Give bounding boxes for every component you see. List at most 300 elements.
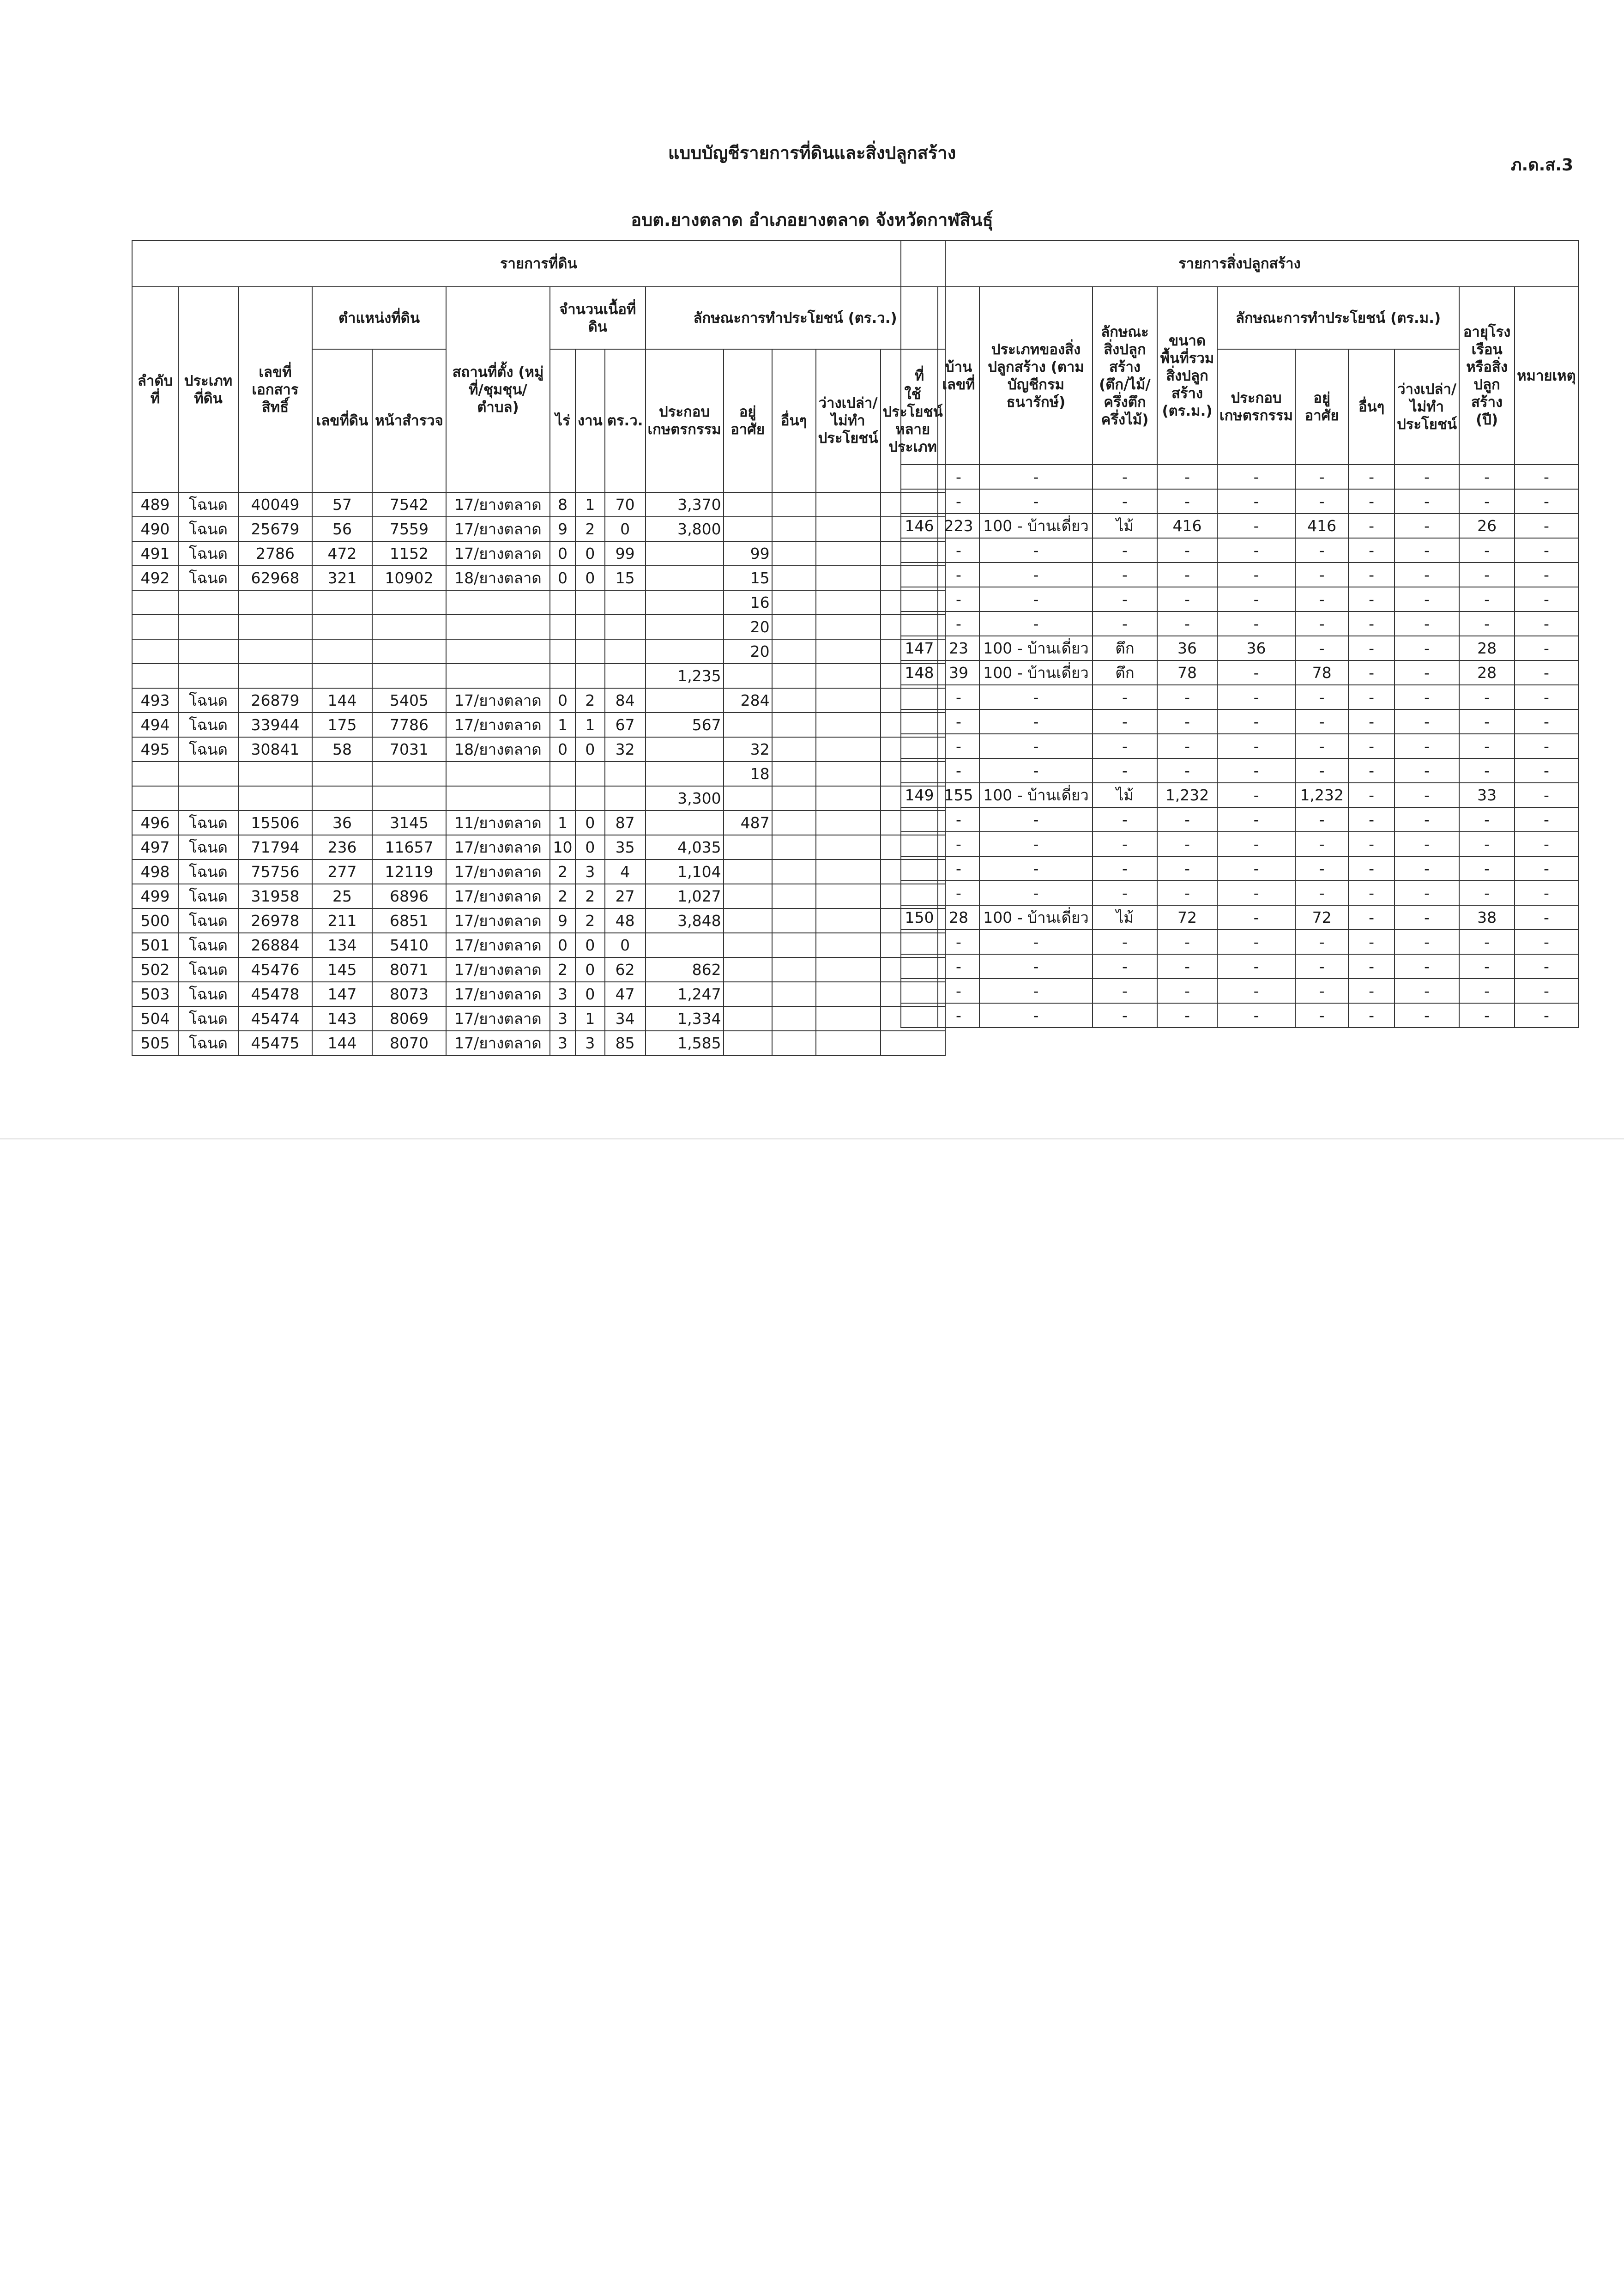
land-cell-ngan: 2 <box>575 688 605 713</box>
building-cell-area: - <box>1157 563 1217 587</box>
building-cell-resid: - <box>1295 1003 1348 1028</box>
building-cell-btype: - <box>979 685 1093 709</box>
land-cell-seq: 491 <box>132 541 178 566</box>
building-cell-vacant: - <box>1395 881 1459 905</box>
land-cell-vacant <box>816 957 881 982</box>
land-table <box>132 240 946 1056</box>
land-cell-ngan <box>575 639 605 664</box>
building-cell-agri: - <box>1217 611 1295 636</box>
land-cell-wa: 70 <box>605 492 646 517</box>
land-cell-other <box>772 492 816 517</box>
building-cell-area: - <box>1157 881 1217 905</box>
building-cell-btype: - <box>979 465 1093 489</box>
land-cell-land-no: 145 <box>312 957 372 982</box>
building-cell-remark: - <box>1515 807 1578 832</box>
building-cell-mat: ตึก <box>1093 636 1157 660</box>
land-row <box>132 1006 945 1031</box>
land-cell-land-no <box>312 639 372 664</box>
building-cell-agri: - <box>1217 856 1295 881</box>
land-row <box>132 590 945 615</box>
land-cell-seq: 500 <box>132 908 178 933</box>
land-cell-type <box>178 590 238 615</box>
land-cell-resid: 18 <box>724 762 772 786</box>
building-cell-age: 28 <box>1459 636 1515 660</box>
land-cell-agri: 3,300 <box>646 786 724 811</box>
building-cell-area: - <box>1157 954 1217 979</box>
land-cell-wa <box>605 615 646 639</box>
land-cell-loc <box>446 786 550 811</box>
building-cell-age: - <box>1459 954 1515 979</box>
building-table <box>900 240 1579 1028</box>
land-cell-rai: 2 <box>550 884 575 908</box>
building-cell-seq <box>901 954 938 979</box>
building-cell-area: 72 <box>1157 905 1217 930</box>
building-cell-vacant: - <box>1395 734 1459 758</box>
land-cell-resid <box>724 982 772 1006</box>
land-cell-other <box>772 688 816 713</box>
building-cell-seq <box>901 979 938 1003</box>
land-row <box>132 713 945 737</box>
land-cell-rai <box>550 590 575 615</box>
land-cell-doc <box>238 786 312 811</box>
building-cell-mat: ไม้ <box>1093 514 1157 538</box>
land-cell-type: โฉนด <box>178 541 238 566</box>
land-row <box>132 492 945 517</box>
building-cell-resid: - <box>1295 734 1348 758</box>
land-cell-agri: 3,800 <box>646 517 724 541</box>
land-cell-vacant <box>816 1006 881 1031</box>
building-row <box>901 734 1578 758</box>
building-cell-house: - <box>938 881 979 905</box>
building-row <box>901 611 1578 636</box>
building-cell-agri: - <box>1217 514 1295 538</box>
land-cell-other <box>772 811 816 835</box>
building-cell-age: 28 <box>1459 660 1515 685</box>
land-cell-survey: 5410 <box>372 933 446 957</box>
land-cell-loc: 17/ยางตลาด <box>446 492 550 517</box>
land-cell-resid <box>724 859 772 884</box>
building-cell-agri: - <box>1217 905 1295 930</box>
building-cell-agri: 36 <box>1217 636 1295 660</box>
building-cell-age: - <box>1459 758 1515 783</box>
b-col-resid: อยู่อาศัย <box>1295 349 1348 465</box>
land-cell-land-no <box>312 590 372 615</box>
land-cell-seq: 490 <box>132 517 178 541</box>
b-col-use-group: ลักษณะการทำประโยชน์ (ตร.ม.) <box>1217 287 1459 349</box>
building-cell-resid: - <box>1295 758 1348 783</box>
building-cell-other: - <box>1348 954 1395 979</box>
land-cell-vacant <box>816 1031 881 1055</box>
building-cell-age: - <box>1459 807 1515 832</box>
land-cell-seq <box>132 615 178 639</box>
building-cell-remark: - <box>1515 611 1578 636</box>
building-cell-agri: - <box>1217 783 1295 807</box>
building-row <box>901 685 1578 709</box>
building-cell-btype: - <box>979 734 1093 758</box>
land-cell-type: โฉนด <box>178 688 238 713</box>
building-cell-seq <box>901 832 938 856</box>
building-cell-mat: - <box>1093 856 1157 881</box>
building-cell-age: - <box>1459 709 1515 734</box>
building-cell-area: 78 <box>1157 660 1217 685</box>
building-row <box>901 832 1578 856</box>
land-cell-wa: 35 <box>605 835 646 859</box>
land-cell-survey: 12119 <box>372 859 446 884</box>
land-cell-vacant <box>816 664 881 688</box>
land-cell-ngan: 0 <box>575 982 605 1006</box>
building-cell-resid: - <box>1295 856 1348 881</box>
land-cell-survey <box>372 639 446 664</box>
land-cell-wa: 34 <box>605 1006 646 1031</box>
land-cell-doc: 25679 <box>238 517 312 541</box>
building-cell-mat: ไม้ <box>1093 905 1157 930</box>
building-cell-age: - <box>1459 832 1515 856</box>
building-cell-other: - <box>1348 709 1395 734</box>
building-cell-age: 33 <box>1459 783 1515 807</box>
building-cell-btype: - <box>979 930 1093 954</box>
land-cell-ngan: 0 <box>575 566 605 590</box>
building-cell-area: - <box>1157 709 1217 734</box>
building-cell-age: - <box>1459 538 1515 563</box>
land-cell-other <box>772 664 816 688</box>
land-cell-other <box>772 982 816 1006</box>
land-cell-ngan: 1 <box>575 713 605 737</box>
land-cell-type: โฉนด <box>178 737 238 762</box>
building-cell-seq: 147 <box>901 636 938 660</box>
land-cell-land-no: 472 <box>312 541 372 566</box>
land-cell-agri <box>646 639 724 664</box>
land-cell-type: โฉนด <box>178 811 238 835</box>
land-cell-type: โฉนด <box>178 566 238 590</box>
land-row <box>132 859 945 884</box>
land-cell-wa: 62 <box>605 957 646 982</box>
land-cell-doc: 40049 <box>238 492 312 517</box>
building-cell-other: - <box>1348 489 1395 514</box>
land-cell-other <box>772 957 816 982</box>
land-cell-vacant <box>816 639 881 664</box>
land-cell-rai: 2 <box>550 957 575 982</box>
building-row <box>901 881 1578 905</box>
building-cell-mat: - <box>1093 709 1157 734</box>
land-cell-resid <box>724 713 772 737</box>
building-cell-mat: - <box>1093 538 1157 563</box>
building-cell-mat: - <box>1093 685 1157 709</box>
land-cell-other <box>772 590 816 615</box>
land-cell-doc: 71794 <box>238 835 312 859</box>
building-cell-other: - <box>1348 685 1395 709</box>
land-cell-ngan: 3 <box>575 859 605 884</box>
building-cell-seq <box>901 881 938 905</box>
land-cell-loc: 18/ยางตลาด <box>446 737 550 762</box>
land-cell-agri: 1,027 <box>646 884 724 908</box>
building-cell-house: - <box>938 685 979 709</box>
building-cell-area: - <box>1157 758 1217 783</box>
land-cell-other <box>772 786 816 811</box>
building-cell-other: - <box>1348 979 1395 1003</box>
land-cell-rai: 0 <box>550 933 575 957</box>
building-cell-seq <box>901 611 938 636</box>
building-cell-vacant: - <box>1395 832 1459 856</box>
land-cell-resid: 20 <box>724 615 772 639</box>
land-cell-ngan: 2 <box>575 908 605 933</box>
building-cell-agri: - <box>1217 832 1295 856</box>
land-row <box>132 639 945 664</box>
land-cell-resid: 32 <box>724 737 772 762</box>
building-cell-age: - <box>1459 734 1515 758</box>
b-col-agri: ประกอบเกษตรกรรม <box>1217 349 1295 465</box>
land-cell-ngan: 0 <box>575 811 605 835</box>
land-cell-doc: 75756 <box>238 859 312 884</box>
document-title: แบบบัญชีรายการที่ดินและสิ่งปลูกสร้าง <box>668 143 956 163</box>
b-col-floor-area: ขนาดพื้นที่รวมสิ่งปลูกสร้าง (ตร.ม.) <box>1157 287 1217 465</box>
land-cell-doc <box>238 639 312 664</box>
land-cell-agri <box>646 762 724 786</box>
land-cell-survey: 7542 <box>372 492 446 517</box>
building-cell-house: - <box>938 856 979 881</box>
land-cell-land-no: 144 <box>312 688 372 713</box>
building-cell-resid: - <box>1295 685 1348 709</box>
land-cell-wa: 84 <box>605 688 646 713</box>
building-cell-other: - <box>1348 611 1395 636</box>
land-cell-seq: 503 <box>132 982 178 1006</box>
land-cell-rai: 2 <box>550 859 575 884</box>
building-cell-remark: - <box>1515 563 1578 587</box>
building-row <box>901 465 1578 489</box>
building-cell-remark: - <box>1515 930 1578 954</box>
land-cell-ngan: 3 <box>575 1031 605 1055</box>
land-cell-other <box>772 639 816 664</box>
land-cell-resid: 16 <box>724 590 772 615</box>
land-cell-rai: 0 <box>550 541 575 566</box>
land-cell-seq <box>132 786 178 811</box>
land-cell-wa: 67 <box>605 713 646 737</box>
land-cell-wa: 87 <box>605 811 646 835</box>
land-cell-vacant <box>816 884 881 908</box>
building-cell-vacant: - <box>1395 783 1459 807</box>
land-cell-doc: 62968 <box>238 566 312 590</box>
land-cell-ngan <box>575 590 605 615</box>
land-cell-loc: 17/ยางตลาด <box>446 884 550 908</box>
land-cell-agri: 3,848 <box>646 908 724 933</box>
land-row <box>132 982 945 1006</box>
col-multi: ใช้ประโยชน์หลายประเภท <box>881 349 945 492</box>
land-cell-wa: 99 <box>605 541 646 566</box>
land-row <box>132 1031 945 1055</box>
building-cell-other: - <box>1348 587 1395 611</box>
building-cell-other: - <box>1348 660 1395 685</box>
land-cell-survey: 11657 <box>372 835 446 859</box>
land-cell-survey: 3145 <box>372 811 446 835</box>
building-cell-btype: - <box>979 1003 1093 1028</box>
building-cell-remark: - <box>1515 587 1578 611</box>
building-cell-remark: - <box>1515 660 1578 685</box>
building-cell-mat: - <box>1093 954 1157 979</box>
building-cell-agri: - <box>1217 465 1295 489</box>
land-cell-land-no <box>312 615 372 639</box>
building-cell-house: 223 <box>938 514 979 538</box>
building-cell-mat: - <box>1093 807 1157 832</box>
building-cell-mat: - <box>1093 979 1157 1003</box>
land-cell-wa: 32 <box>605 737 646 762</box>
land-cell-loc: 17/ยางตลาด <box>446 859 550 884</box>
land-cell-rai: 9 <box>550 908 575 933</box>
land-cell-loc: 17/ยางตลาด <box>446 908 550 933</box>
land-cell-wa <box>605 762 646 786</box>
building-cell-house: - <box>938 709 979 734</box>
building-cell-area: - <box>1157 734 1217 758</box>
col-seq: ลำดับที่ <box>132 287 178 492</box>
land-cell-ngan: 0 <box>575 933 605 957</box>
building-cell-area: - <box>1157 685 1217 709</box>
building-cell-btype: - <box>979 709 1093 734</box>
building-cell-remark: - <box>1515 954 1578 979</box>
land-cell-ngan <box>575 615 605 639</box>
land-cell-other <box>772 908 816 933</box>
land-cell-vacant <box>816 786 881 811</box>
land-cell-vacant <box>816 859 881 884</box>
land-cell-resid <box>724 957 772 982</box>
land-cell-agri: 1,334 <box>646 1006 724 1031</box>
land-cell-rai <box>550 615 575 639</box>
land-cell-land-no: 321 <box>312 566 372 590</box>
building-cell-age: - <box>1459 489 1515 514</box>
land-cell-resid <box>724 1031 772 1055</box>
building-cell-agri: - <box>1217 758 1295 783</box>
building-cell-house: - <box>938 538 979 563</box>
land-cell-type: โฉนด <box>178 982 238 1006</box>
land-row <box>132 762 945 786</box>
building-cell-other: - <box>1348 807 1395 832</box>
col-land-no: เลขที่ดิน <box>312 349 372 492</box>
land-cell-multi <box>881 1031 945 1055</box>
land-cell-doc: 31958 <box>238 884 312 908</box>
building-row <box>901 758 1578 783</box>
building-cell-house: - <box>938 807 979 832</box>
building-cell-vacant: - <box>1395 905 1459 930</box>
building-cell-agri: - <box>1217 489 1295 514</box>
building-table-body <box>901 465 1578 1028</box>
col-survey-page: หน้าสำรวจ <box>372 349 446 492</box>
land-cell-other <box>772 1031 816 1055</box>
building-cell-agri: - <box>1217 660 1295 685</box>
land-cell-agri <box>646 688 724 713</box>
building-cell-btype: - <box>979 832 1093 856</box>
building-cell-btype: - <box>979 538 1093 563</box>
building-cell-age: 26 <box>1459 514 1515 538</box>
building-cell-btype: - <box>979 979 1093 1003</box>
building-cell-age: - <box>1459 611 1515 636</box>
land-cell-land-no: 58 <box>312 737 372 762</box>
building-cell-remark: - <box>1515 881 1578 905</box>
land-cell-vacant <box>816 590 881 615</box>
building-cell-seq: 146 <box>901 514 938 538</box>
building-cell-seq <box>901 734 938 758</box>
land-cell-other <box>772 933 816 957</box>
land-cell-vacant <box>816 835 881 859</box>
building-cell-remark: - <box>1515 685 1578 709</box>
building-cell-agri: - <box>1217 563 1295 587</box>
building-cell-other: - <box>1348 758 1395 783</box>
land-cell-agri: 1,247 <box>646 982 724 1006</box>
land-cell-ngan: 2 <box>575 884 605 908</box>
building-cell-seq: 148 <box>901 660 938 685</box>
building-cell-resid: - <box>1295 832 1348 856</box>
land-cell-type <box>178 762 238 786</box>
land-cell-seq <box>132 762 178 786</box>
building-cell-agri: - <box>1217 979 1295 1003</box>
land-cell-resid <box>724 933 772 957</box>
building-row <box>901 538 1578 563</box>
building-cell-vacant: - <box>1395 1003 1459 1028</box>
building-cell-mat: - <box>1093 563 1157 587</box>
land-row <box>132 615 945 639</box>
land-cell-loc: 17/ยางตลาด <box>446 1006 550 1031</box>
land-cell-rai: 10 <box>550 835 575 859</box>
building-cell-seq <box>901 538 938 563</box>
land-cell-doc: 30841 <box>238 737 312 762</box>
building-cell-mat: - <box>1093 758 1157 783</box>
building-cell-mat: - <box>1093 930 1157 954</box>
building-cell-age: - <box>1459 465 1515 489</box>
building-table-container <box>900 240 1579 1028</box>
building-cell-seq: 149 <box>901 783 938 807</box>
building-cell-seq <box>901 563 938 587</box>
land-cell-doc: 45478 <box>238 982 312 1006</box>
building-cell-resid: 1,232 <box>1295 783 1348 807</box>
col-area-group: จำนวนเนื้อที่ดิน <box>550 287 646 349</box>
land-cell-ngan: 0 <box>575 737 605 762</box>
building-cell-age: - <box>1459 979 1515 1003</box>
land-cell-loc <box>446 639 550 664</box>
building-cell-mat: - <box>1093 881 1157 905</box>
building-cell-house: - <box>938 611 979 636</box>
building-row <box>901 636 1578 660</box>
land-cell-survey: 7559 <box>372 517 446 541</box>
land-cell-rai: 1 <box>550 811 575 835</box>
land-cell-vacant <box>816 517 881 541</box>
building-cell-other: - <box>1348 905 1395 930</box>
building-cell-remark: - <box>1515 856 1578 881</box>
building-cell-remark: - <box>1515 832 1578 856</box>
land-cell-agri: 567 <box>646 713 724 737</box>
land-cell-type: โฉนด <box>178 859 238 884</box>
land-cell-rai: 3 <box>550 1031 575 1055</box>
land-cell-seq: 494 <box>132 713 178 737</box>
building-cell-seq <box>901 489 938 514</box>
building-cell-resid: - <box>1295 611 1348 636</box>
land-cell-land-no: 175 <box>312 713 372 737</box>
land-row <box>132 541 945 566</box>
land-cell-seq: 495 <box>132 737 178 762</box>
land-cell-resid <box>724 884 772 908</box>
land-cell-seq: 489 <box>132 492 178 517</box>
land-cell-loc: 17/ยางตลาด <box>446 957 550 982</box>
land-cell-loc: 17/ยางตลาด <box>446 1031 550 1055</box>
building-cell-other: - <box>1348 856 1395 881</box>
land-cell-doc: 33944 <box>238 713 312 737</box>
land-cell-other <box>772 541 816 566</box>
land-cell-type: โฉนด <box>178 908 238 933</box>
land-cell-seq: 504 <box>132 1006 178 1031</box>
building-cell-area: - <box>1157 930 1217 954</box>
building-row <box>901 489 1578 514</box>
land-cell-resid: 487 <box>724 811 772 835</box>
land-cell-resid <box>724 517 772 541</box>
land-cell-doc <box>238 590 312 615</box>
building-cell-resid: 72 <box>1295 905 1348 930</box>
land-cell-survey: 8073 <box>372 982 446 1006</box>
building-cell-seq <box>901 1003 938 1028</box>
